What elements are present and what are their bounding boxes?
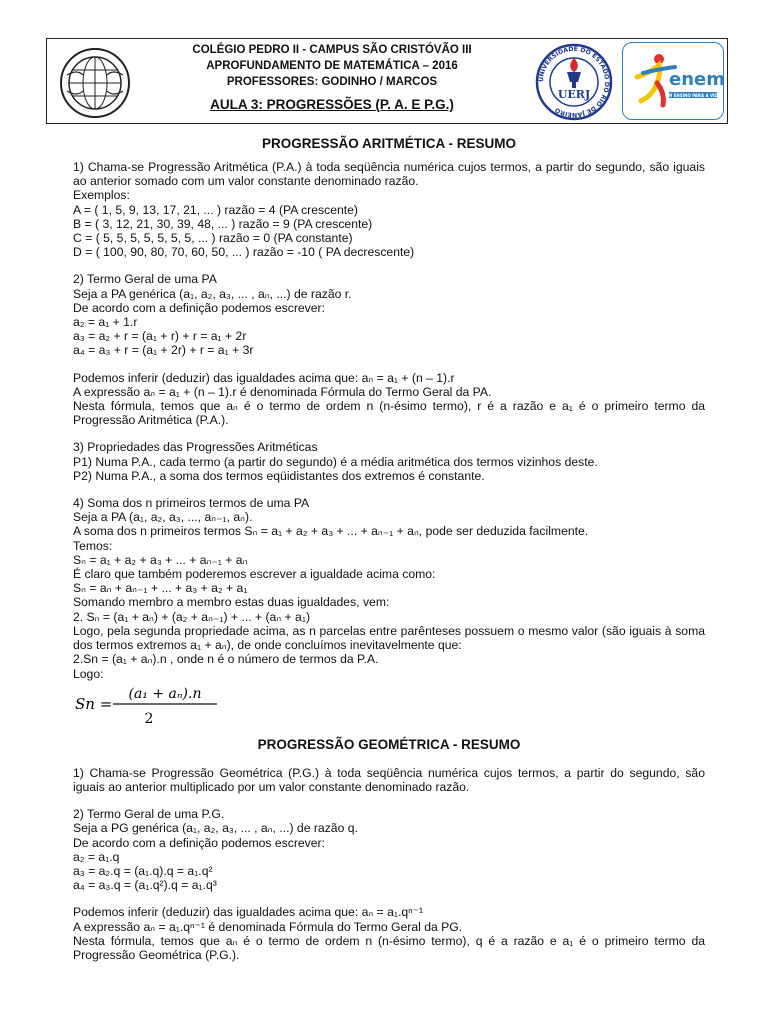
pa-term-line: a₄ = a₃ + r = (a₁ + 2r) + r = a₁ + 3r [73,343,254,358]
pa-sum-title: 4) Soma dos n primeiros termos de uma PA [73,496,310,511]
pg-term-line: a₂ = a₁.q [73,849,120,864]
svg-text:enem: enem [669,69,723,90]
pa-sum-line: Logo: [73,666,104,681]
pa-sum-line: Sₙ = aₙ + aₙ₋₁ + ... + a₃ + a₂ + a₁ [73,581,248,596]
pa-term-line: Podemos inferir (deduzir) das igualdades acima que: aₙ = a₁ + (n – 1).r [73,370,455,385]
course-name: APROFUNDAMENTO DE MATEMÁTICA – 2016 [206,60,458,72]
pg-term-line: De acordo com a definição podemos escrever: [73,835,326,850]
pa-term-line: a₃ = a₂ + r = (a₁ + r) + r = a₁ + 2r [73,329,247,344]
document-body [73,136,705,962]
school-name: COLÉGIO PEDRO II - CAMPUS SÃO CRISTÓVÃO III [192,44,472,56]
header-box [46,38,728,124]
pa-sum-line: Seja a PA (a₁, a₂, a₃, ..., aₙ₋₁, aₙ). [73,510,253,525]
pa-term-line: Nesta fórmula, temos que aₙ é o termo de ordem n (n-ésimo termo), r é a razão e a₁ é o primeiro termo da Progressão Aritmética (P.A.). [73,399,705,428]
header-text [137,42,527,114]
pa-example-d: D = ( 100, 90, 80, 70, 60, 50, ... ) razão = -10 ( PA decrescente) [73,245,415,260]
pa-term-line: A expressão aₙ = a₁ + (n – 1).r é denominada Fórmula do Termo Geral da PA. [73,384,492,399]
pa-example-a: A = ( 1, 5, 9, 13, 17, 21, ... ) razão = 4 (PA crescente) [73,202,358,217]
sum-formula-lhs: Sn = [75,694,113,713]
pa-example-b: B = ( 3, 12, 21, 30, 39, 48, ... ) razão = 9 (PA crescente) [73,216,373,231]
svg-text:UNIVERSIDADE DO ESTADO DO RIO: UNIVERSIDADE DO ESTADO DO RIO DE JANEIRO [537,45,611,119]
pg-heading: PROGRESSÃO GEOMÉTRICA - RESUMO [257,736,521,752]
enem-logo-icon [623,43,723,118]
pg-definition: 1) Chama-se Progressão Geométrica (P.G.) à toda seqüência numérica cujos termos, a partir do segundo, são iguais ao anterior multiplicado por um valor constante denominado razão. [73,765,705,794]
svg-text:UERJ: UERJ [557,88,591,101]
pa-term-title: 2) Termo Geral de uma PA [73,272,217,287]
pg-term-line: a₄ = a₃.q = (a₁.q²).q = a₁.q³ [73,878,217,893]
colegio-pedro-ii-seal-icon [57,45,133,121]
pa-sum-line: Sₙ = a₁ + a₂ + a₃ + ... + aₙ₋₁ + aₙ [73,552,248,567]
sum-formula [73,683,705,733]
pa-properties-title: 3) Propriedades das Progressões Aritméticas [73,440,318,455]
pg-term-line: A expressão aₙ = a₁.qⁿ⁻¹ é denominada Fórmula do Termo Geral da PG. [73,919,463,934]
pa-term-line: De acordo com a definição podemos escrever: [73,300,326,315]
svg-text:UM ENSINO PARA A VIDA: UM ENSINO PARA A VIDA [665,93,721,98]
pg-term-line: Nesta fórmula, temos que aₙ é o termo de ordem n (n-ésimo termo), q é a razão e a₁ é o primeiro termo da Progressão Geométrica (P.G.). [73,933,705,962]
pa-sum-line: Logo, pela segunda propriedade acima, as n parcelas entre parênteses possuem o mesmo valor (são iguais à soma dos termos extremos a₁ + aₙ), de onde concluímos inevitavelmente que: [73,623,705,653]
teachers: PROFESSORES: GODINHO / MARCOS [226,76,438,88]
pa-term-line: a₂ = a₁ + 1.r [73,315,138,330]
pa-sum-line: 2.Sn = (a₁ + aₙ).n , onde n é o número de termos da P.A. [73,652,379,667]
pa-sum-line: Temos: [73,538,113,553]
pg-term-title: 2) Termo Geral de uma P.G. [73,807,225,822]
pa-sum-line: A soma dos n primeiros termos Sₙ = a₁ + a₂ + a₃ + ... + aₙ₋₁ + aₙ, pode ser deduzida facilmente. [73,524,589,539]
uerj-logo-icon [534,42,614,122]
sum-formula-denominator: 2 [144,710,154,727]
pa-property-p2: P2) Numa P.A., a soma dos termos eqüidistantes dos extremos é constante. [73,468,485,483]
pa-sum-line: É claro que também poderemos escrever a igualdade acima como: [73,567,436,582]
pa-example-c: C = ( 5, 5, 5, 5, 5, 5, 5, ... ) razão = 0 (PA constante) [73,231,353,246]
pa-definition: 1) Chama-se Progressão Aritmética (P.A.) à toda seqüência numérica cujos termos, a partir do segundo, são iguais ao anterior somado com um valor constante denominado razão. [73,160,705,189]
pa-property-p1: P1) Numa P.A., cada termo (a partir do segundo) é a média aritmética dos termos vizinhos deste. [73,454,598,469]
lesson-title: AULA 3: PROGRESSÕES (P. A. E P.G.) [210,97,454,112]
pg-term-line: Seja a PG genérica (a₁, a₂, a₃, ... , aₙ, ...) de razão q. [73,821,358,836]
enem-logo [622,42,724,120]
pg-term-line: Podemos inferir (deduzir) das igualdades acima que: aₙ = a₁.qⁿ⁻¹ [73,905,424,920]
pa-examples-label: Exemplos: [73,188,130,203]
pa-sum-line: 2. Sₙ = (a₁ + aₙ) + (a₂ + aₙ₋₁) + ... + (aₙ + a₁) [73,609,311,624]
pa-term-line: Seja a PA genérica (a₁, a₂, a₃, ... , aₙ, ...) de razão r. [73,286,352,301]
sum-formula-numerator: (a₁ + aₙ).n [128,685,202,702]
pa-sum-line: Somando membro a membro estas duas igualdades, vem: [73,595,390,610]
pa-heading: PROGRESSÃO ARITMÉTICA - RESUMO [261,136,516,151]
pg-term-line: a₃ = a₂.q = (a₁.q).q = a₁.q² [73,863,213,878]
